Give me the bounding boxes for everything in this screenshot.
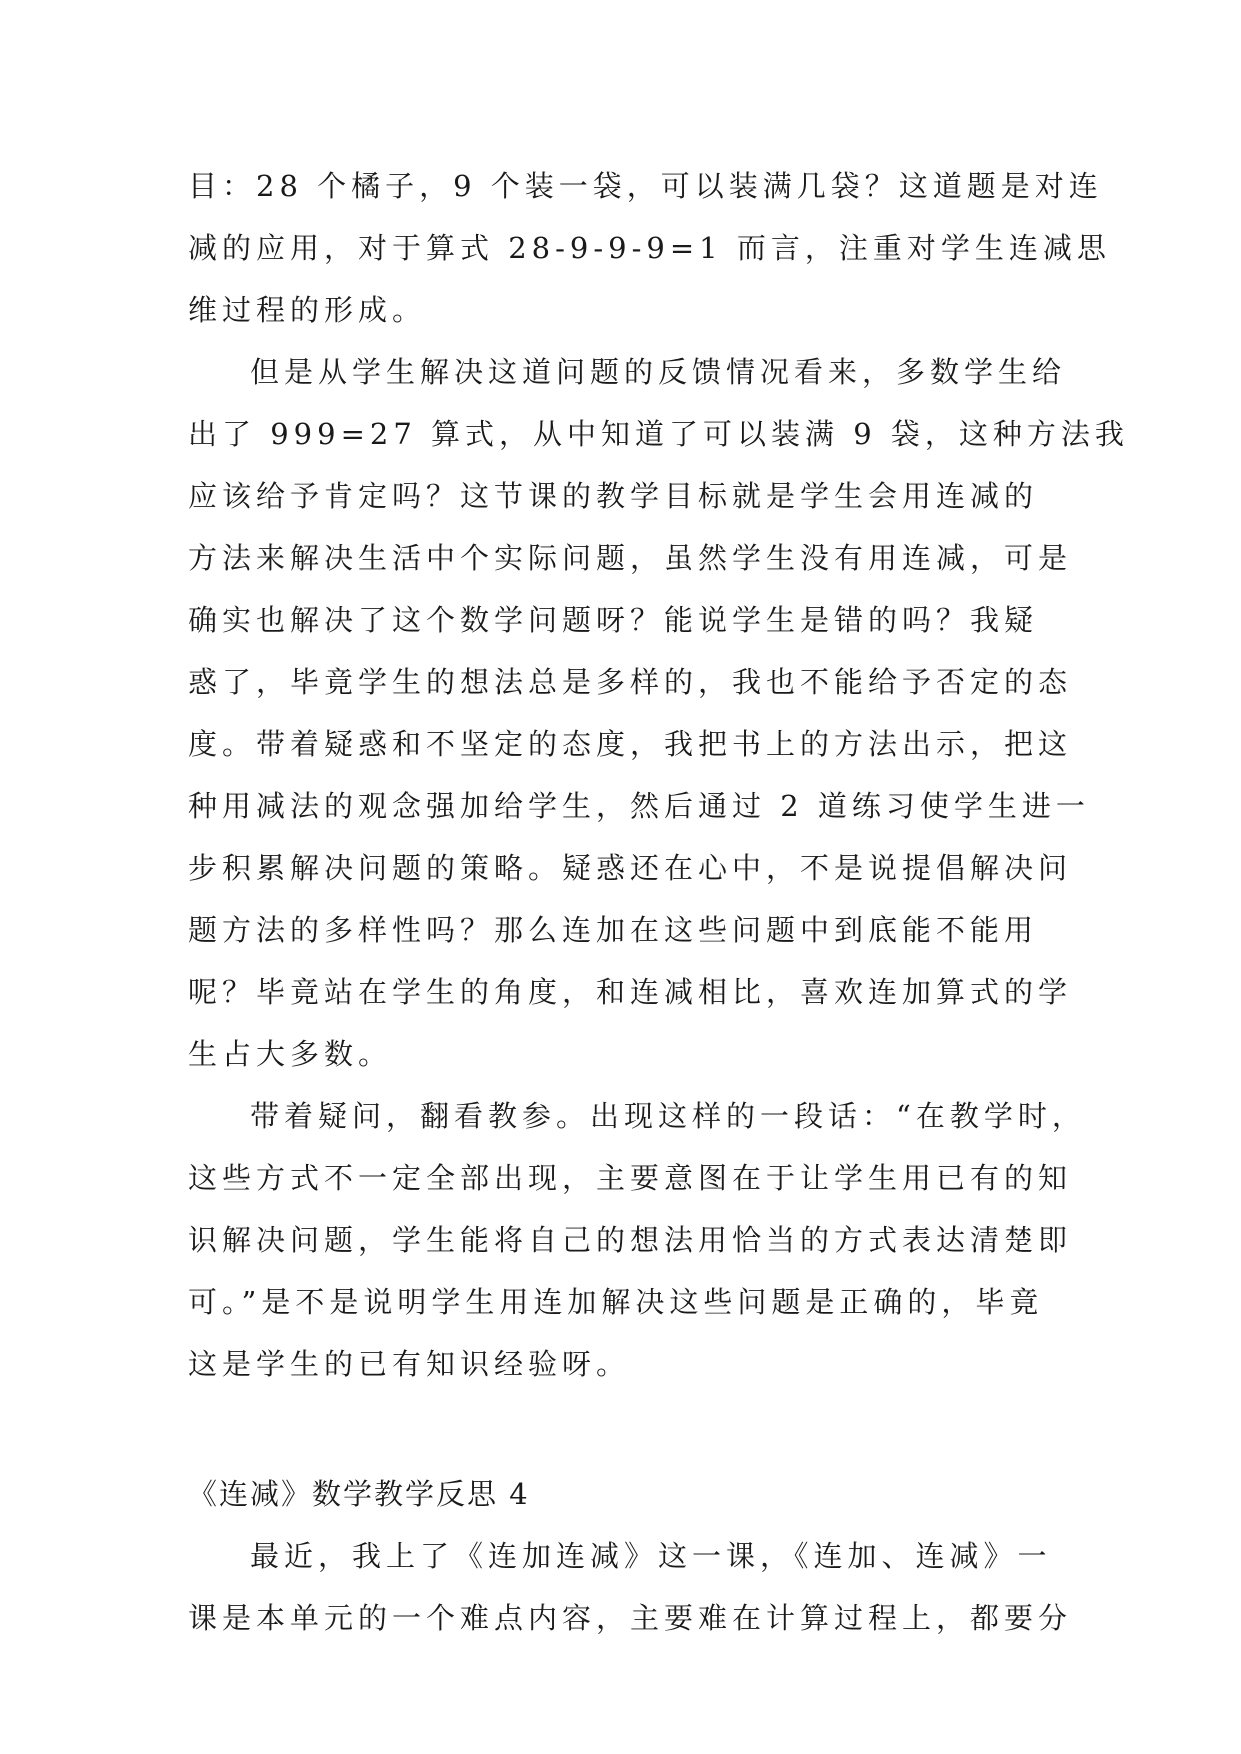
section-heading: 《连减》数学教学反思 4 — [188, 1477, 530, 1511]
paragraph-line: 生占大多数。 — [188, 1037, 393, 1071]
paragraph-line: 带着疑问，翻看教参。出现这样的一段话：“在教学时， — [250, 1099, 1086, 1133]
paragraph-line: 出了 999=27 算式，从中知道了可以装满 9 袋，这种方法我 — [188, 417, 1129, 451]
paragraph-line: 可。”是不是说明学生用连加解决这些问题是正确的，毕竟 — [188, 1285, 1044, 1319]
paragraph-line: 维过程的形成。 — [188, 293, 427, 327]
paragraph-line: 识解决问题，学生能将自己的想法用恰当的方式表达清楚即 — [188, 1223, 1073, 1257]
paragraph-line: 度。带着疑惑和不坚定的态度，我把书上的方法出示，把这 — [188, 727, 1073, 761]
paragraph-line: 课是本单元的一个难点内容，主要难在计算过程上，都要分 — [188, 1601, 1073, 1635]
paragraph-line: 惑了，毕竟学生的想法总是多样的，我也不能给予否定的态 — [188, 665, 1073, 699]
paragraph-line: 这是学生的已有知识经验呀。 — [188, 1347, 631, 1381]
paragraph-line: 最近，我上了《连加连减》这一课，《连加、连减》一 — [250, 1539, 1052, 1573]
paragraph-line: 种用减法的观念强加给学生，然后通过 2 道练习使学生进一 — [188, 789, 1090, 823]
paragraph-line: 方法来解决生活中个实际问题，虽然学生没有用连减，可是 — [188, 541, 1073, 575]
paragraph-line: 步积累解决问题的策略。疑惑还在心中，不是说提倡解决问 — [188, 851, 1073, 885]
paragraph-line: 但是从学生解决这道问题的反馈情况看来，多数学生给 — [250, 355, 1067, 389]
paragraph-line: 题方法的多样性吗？那么连加在这些问题中到底能不能用 — [188, 913, 1039, 947]
paragraph-line: 确实也解决了这个数学问题呀？能说学生是错的吗？我疑 — [188, 603, 1039, 637]
paragraph-line: 减的应用，对于算式 28-9-9-9=1 而言，注重对学生连减思 — [188, 231, 1111, 265]
paragraph-line: 呢？毕竟站在学生的角度，和连减相比，喜欢连加算式的学 — [188, 975, 1073, 1009]
paragraph-line: 应该给予肯定吗？这节课的教学目标就是学生会用连减的 — [188, 479, 1039, 513]
paragraph-line: 这些方式不一定全部出现，主要意图在于让学生用已有的知 — [188, 1161, 1073, 1195]
paragraph-line: 目：28 个橘子，9 个装一袋，可以装满几袋？这道题是对连 — [188, 169, 1103, 203]
